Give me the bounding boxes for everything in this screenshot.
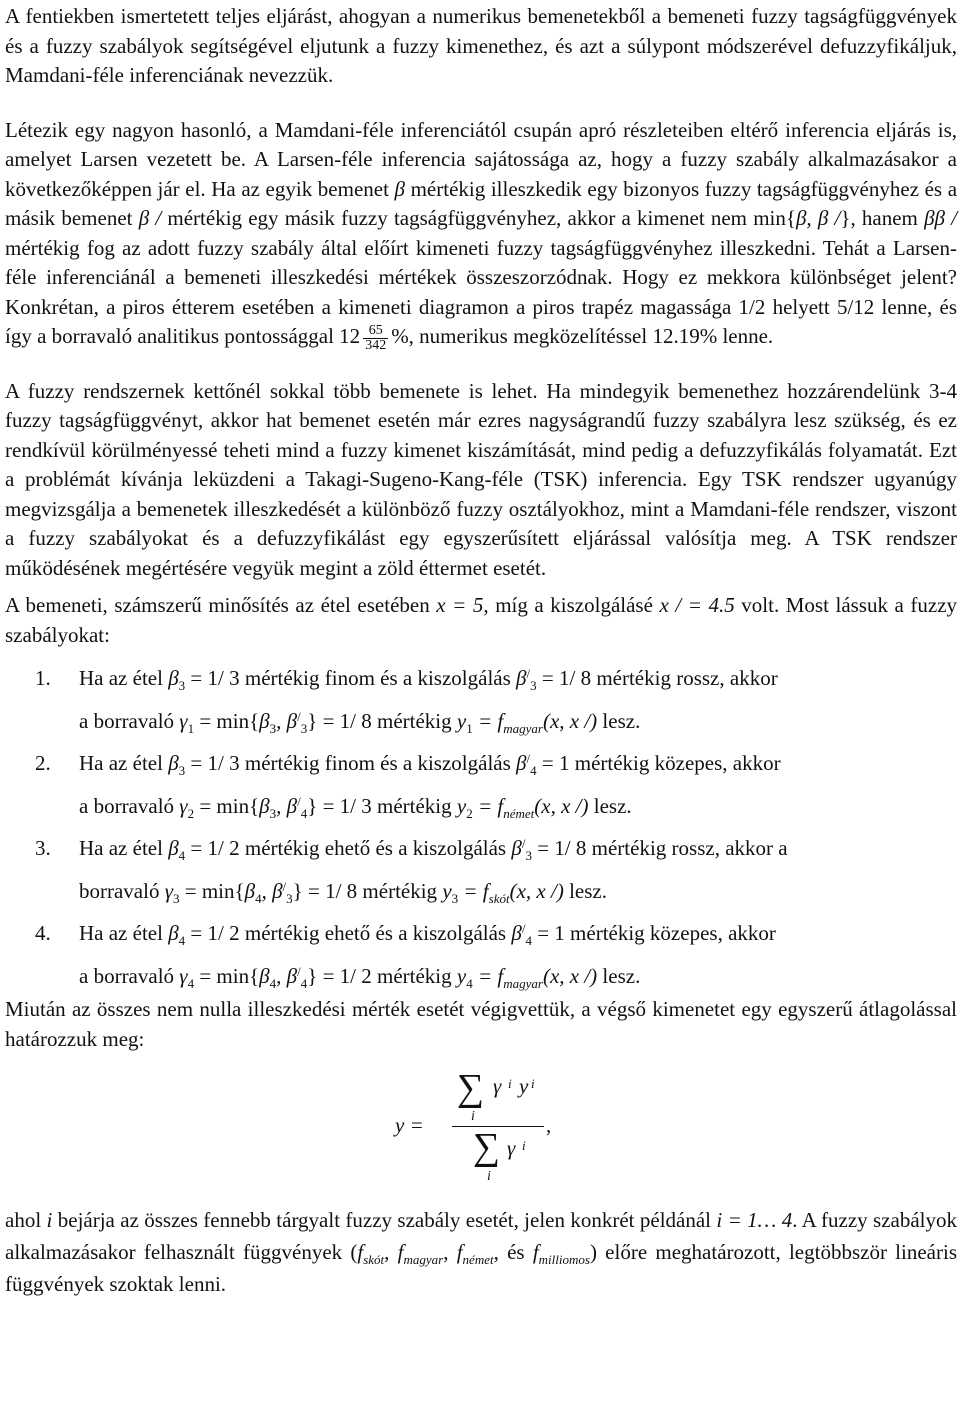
rule-text: borravaló bbox=[79, 878, 160, 903]
math-subscript: 4 bbox=[255, 890, 262, 906]
math-args: (x, x /) bbox=[542, 708, 598, 733]
math-f-milliomos: f bbox=[532, 1240, 539, 1265]
math-subscript: 3 bbox=[451, 890, 459, 906]
rule-text: mértékig finom és a kiszolgálás bbox=[244, 666, 511, 691]
math-superscript: / bbox=[526, 751, 531, 767]
math-value: = 1/ 2 bbox=[190, 836, 240, 861]
math-subscript: 3 bbox=[525, 848, 532, 864]
math-beta: , β bbox=[276, 793, 298, 818]
rule-text: mértékig közepes, akkor bbox=[570, 921, 776, 946]
rule-line-1 bbox=[79, 834, 957, 864]
rule-text: lesz. bbox=[602, 708, 641, 733]
math-subscript: 2 bbox=[187, 805, 195, 821]
math-y: y bbox=[456, 793, 467, 818]
math-min: = min{ bbox=[199, 708, 260, 733]
rule-text: mértékig bbox=[377, 793, 452, 818]
formula-lhs: y = bbox=[395, 1113, 424, 1138]
math-value: = 1 bbox=[541, 751, 570, 776]
math-i: i bbox=[46, 1208, 53, 1233]
math-value: = 1/ 3 bbox=[190, 751, 240, 776]
numerator-sum-index: i bbox=[471, 1109, 475, 1125]
math-subscript: 4 bbox=[187, 975, 195, 991]
math-value: = 1/ 3 bbox=[190, 666, 240, 691]
math-f-skot: f bbox=[357, 1240, 364, 1265]
rule-text: a borravaló bbox=[79, 963, 175, 988]
math-subscript: német bbox=[462, 1252, 494, 1268]
numerator-y: y bbox=[519, 1074, 529, 1099]
math-x-value: x = 5 bbox=[436, 593, 484, 618]
math-min: = min{ bbox=[199, 793, 260, 818]
math-beta: β bbox=[394, 176, 405, 201]
math-beta: β bbox=[516, 666, 527, 691]
rule-text: lesz. bbox=[593, 793, 632, 818]
math-function: = f bbox=[477, 793, 504, 818]
math-subscript: 4 bbox=[178, 933, 186, 949]
math-value: } = 1/ 2 bbox=[307, 963, 372, 988]
paragraph-mamdani bbox=[5, 2, 957, 91]
fraction-numerator: 65 bbox=[363, 324, 388, 339]
text-conclusion-c: . A fuzzy szabályok alkalmazásakor felhasznált függvények ( bbox=[5, 1208, 958, 1265]
sum-icon: ∑ bbox=[457, 1067, 485, 1110]
math-subscript: magyar bbox=[503, 975, 543, 991]
denominator-sum-index: i bbox=[487, 1169, 491, 1185]
math-y: y bbox=[442, 878, 452, 903]
math-subscript: 4 bbox=[525, 933, 532, 949]
math-beta: β bbox=[516, 751, 527, 776]
rule-text: Ha az étel bbox=[79, 666, 163, 691]
rule-line-1 bbox=[79, 749, 957, 779]
text-inputs-b: , míg a kiszolgálásé bbox=[483, 593, 653, 618]
math-subscript: 4 bbox=[300, 805, 308, 821]
math-superscript: / bbox=[521, 836, 526, 852]
rule-text: mértékig bbox=[377, 963, 452, 988]
math-i-range: i = 1… 4 bbox=[716, 1208, 793, 1233]
rule-number: 2. bbox=[35, 751, 51, 776]
math-gamma: γ bbox=[179, 793, 188, 818]
paragraph-larsen bbox=[5, 116, 957, 353]
math-subscript: 4 bbox=[530, 763, 537, 779]
rule-text: Ha az étel bbox=[79, 836, 163, 861]
math-gamma: γ bbox=[179, 963, 188, 988]
text-conclusion-b: bejárja az összes fennebb tárgyalt fuzzy szabály esetét, jelen konkrét példánál bbox=[57, 1208, 712, 1233]
list-item bbox=[5, 664, 957, 736]
rule-number: 4. bbox=[35, 921, 51, 946]
formula-comma: , bbox=[546, 1113, 552, 1138]
math-f-nemet: f bbox=[456, 1240, 463, 1265]
paragraph-average bbox=[5, 995, 957, 1054]
math-subscript: 3 bbox=[178, 763, 186, 779]
math-args: (x, x /) bbox=[542, 963, 598, 988]
math-superscript: / bbox=[297, 793, 301, 809]
math-beta: β bbox=[259, 963, 270, 988]
rule-line-1 bbox=[79, 664, 957, 694]
math-beta: β bbox=[168, 836, 179, 861]
rule-line-2 bbox=[79, 707, 957, 737]
math-superscript: / bbox=[526, 666, 531, 682]
text-larsen-d: }, hanem bbox=[840, 206, 918, 230]
text-conclusion-a: ahol bbox=[5, 1208, 42, 1233]
math-gamma: γ bbox=[179, 708, 188, 733]
rule-text: lesz. bbox=[602, 963, 641, 988]
math-subscript: 3 bbox=[269, 805, 277, 821]
math-beta-prime: β / bbox=[138, 206, 162, 230]
math-subscript: skót bbox=[363, 1252, 385, 1268]
math-subscript: 4 bbox=[466, 975, 473, 991]
rule-number: 1. bbox=[35, 666, 51, 691]
paragraph-conclusion: ahol i bejárja az összes fennebb tárgyalt fuzzy szabály esetét, jelen konkrét példánál i = 1… 4. A fuzzy szabályok alkalmazásakor felhasznált függvények ($f_{skót}$, $f_{magyar}$, $f_{német}$, és $f_{milliomos}$) előre meghatározott, legtöbbször lineáris függvények szoktak lenni. bbox=[5, 1208, 958, 1297]
math-beta: , β bbox=[276, 963, 298, 988]
rule-line-2 bbox=[79, 792, 957, 822]
rule-text: mértékig ehető és a kiszolgálás bbox=[244, 836, 507, 861]
rule-text: mértékig ehető és a kiszolgálás bbox=[244, 921, 507, 946]
math-value: } = 1/ 8 bbox=[292, 878, 358, 903]
math-value: = 1/ 8 bbox=[541, 666, 592, 691]
denominator-gamma: γ bbox=[507, 1136, 516, 1161]
document-page bbox=[5, 0, 957, 1300]
math-subscript: 3 bbox=[530, 678, 537, 694]
math-subscript: 4 bbox=[178, 848, 186, 864]
math-subscript: milliomos bbox=[538, 1252, 590, 1268]
math-value: = 1 bbox=[537, 921, 565, 946]
math-beta: β bbox=[244, 878, 256, 903]
math-subscript: skót bbox=[488, 890, 510, 906]
math-beta: β bbox=[168, 751, 179, 776]
text-conclusion-d: és bbox=[507, 1240, 525, 1265]
math-beta: , β bbox=[261, 878, 283, 903]
math-subscript: 2 bbox=[466, 805, 473, 821]
text-tsk: A fuzzy rendszernek kettőnél sokkal több bemenete is lehet. Ha mindegyik bemenethez hozzárendelünk 3-4 fuzzy tagságfüggvényt, akkor hat bemenet esetén már ezres nagyságrandű fuzzy szabályra lesz szükség, és ez rendkívül körülményessé teheti mind a fuzzy kimenet kiszámítását, mind pedig a defuzzyfikálás folyamatát. Ezt a problémát kívánja leküzdeni a Takagi-Sugeno-Kang-féle (TSK) inferencia. Egy TSK rendszer ugyanúgy megvizsgálja a bemenetek illeszkedését a különböző fuzzy osztályokhoz, mint a Mamdani-féle rendszer, viszont a fuzzy szabályokat és a defuzzyfikálást egy egyszerűsített eljárással valósítja meg. A TSK rendszer működésének megértésére vegyük megint a zöld éttermet esetét. bbox=[5, 378, 957, 580]
text-average: Miután az összes nem nulla illeszkedési mérték esetét végigvettük, a végső kimenetet egy egyszerű átlagolással határozzuk meg: bbox=[5, 997, 957, 1051]
math-subscript: 4 bbox=[300, 975, 308, 991]
math-min: = min{ bbox=[199, 963, 260, 988]
rule-text: a borravaló bbox=[79, 793, 175, 818]
text-larsen-f: %, numerikus megközelítéssel 12.19% lenne. bbox=[391, 324, 774, 348]
math-min: = min{ bbox=[184, 878, 245, 903]
list-item bbox=[5, 749, 957, 821]
rule-text: mértékig finom és a kiszolgálás bbox=[244, 751, 511, 776]
math-y: y bbox=[456, 708, 467, 733]
text-inputs-c: volt. Most lássuk a fuzzy szabályokat: bbox=[5, 593, 958, 647]
rule-line-2 bbox=[79, 877, 957, 907]
math-beta: , β bbox=[276, 708, 298, 733]
list-item bbox=[5, 834, 957, 906]
math-args: (x, x /) bbox=[534, 793, 589, 818]
math-gamma: γ bbox=[164, 878, 173, 903]
math-superscript: / bbox=[297, 963, 301, 979]
math-superscript: / bbox=[297, 708, 301, 724]
rule-text: mértékig bbox=[362, 878, 438, 903]
rule-text: mértékig bbox=[377, 708, 452, 733]
rule-text: a borravaló bbox=[79, 708, 175, 733]
text-inputs-a: A bemeneti, számszerű minősítés az étel esetében bbox=[5, 593, 430, 618]
rule-text: mértékig közepes, akkor bbox=[574, 751, 781, 776]
math-y: y bbox=[456, 963, 467, 988]
math-x-prime-value: x / = 4.5 bbox=[659, 593, 735, 618]
math-subscript: 4 bbox=[269, 975, 277, 991]
fraction-denominator: 342 bbox=[365, 337, 387, 353]
rule-text: lesz. bbox=[569, 878, 607, 903]
math-args: (x, x /) bbox=[509, 878, 564, 903]
math-function: = f bbox=[463, 878, 489, 903]
math-product: ββ / bbox=[924, 206, 958, 230]
math-subscript: magyar bbox=[503, 720, 543, 736]
sum-icon: ∑ bbox=[473, 1126, 501, 1169]
math-beta: β bbox=[259, 708, 270, 733]
paragraph-inputs bbox=[5, 591, 957, 650]
math-value: } = 1/ 8 bbox=[307, 708, 372, 733]
numerator-gamma: γ bbox=[493, 1074, 502, 1099]
text-larsen-c: mértékig egy másik fuzzy tagságfüggvényhez, akkor a kimenet nem min{ bbox=[167, 206, 796, 230]
math-min-pair: β, β / bbox=[795, 206, 841, 230]
math-subscript: 3 bbox=[173, 890, 180, 906]
math-subscript: német bbox=[503, 805, 535, 821]
list-item bbox=[5, 919, 957, 991]
text-mamdani: A fentiekben ismertetett teljes eljárást, ahogyan a numerikus bemenetekből a bemeneti fuzzy tagságfüggvények és a fuzzy szabályok segítségével eljutunk a fuzzy kimenethez, és azt a súlypont módszerével defuzzyfikáljuk, Mamdani-féle inferenciának nevezzük. bbox=[5, 4, 957, 87]
math-value: = 1/ 8 bbox=[537, 836, 587, 861]
math-subscript: magyar bbox=[403, 1252, 444, 1268]
math-beta: β bbox=[259, 793, 270, 818]
text-conclusion-e: ) előre meghatározott, legtöbbször lineáris függvények szoktak lenni. bbox=[5, 1240, 957, 1297]
text-larsen-e: mértékig fog az adott fuzzy szabály által előírt kimeneti fuzzy tagságfüggvényhez illeszkedni. Tehát a Larsen-féle inferenciánál a bemeneti illeszkedési mértékek összeszorzódnak. Hogy ez mekkora különbséget jelent? Konkrétan, a piros étterem esetében a kimeneti diagramon a piros trapéz magassága 1/2 helyett 5/12 lenne, és így a borravaló analitikus pontossággal 12 bbox=[5, 235, 957, 348]
math-beta: β bbox=[511, 921, 522, 946]
rule-number: 3. bbox=[35, 836, 51, 861]
rule-text: Ha az étel bbox=[79, 751, 163, 776]
math-subscript: 1 bbox=[187, 720, 195, 736]
rule-list bbox=[5, 664, 957, 991]
rule-line-1 bbox=[79, 919, 957, 949]
math-subscript: 3 bbox=[269, 720, 277, 736]
math-subscript: 3 bbox=[286, 890, 293, 906]
math-beta: β bbox=[168, 666, 179, 691]
text-larsen-a: Létezik egy nagyon hasonló, a Mamdani-féle inferenciától csupán apró részleteiben eltérő inferencia eljárás is, amelyet Larsen vezetett be. A Larsen-féle inferencia sajátossága az, hogy a fuzzy szabály alkalmazásakor a következőképpen jár el. Ha az egyik bemenet bbox=[5, 117, 957, 201]
text-larsen-b: mértékig illeszkedik egy bizonyos fuzzy tagságfüggvényhez és a másik bemenet bbox=[5, 176, 958, 230]
rule-text: mértékig rossz, akkor a bbox=[591, 836, 788, 861]
math-function: = f bbox=[477, 963, 504, 988]
paragraph-tsk bbox=[5, 377, 957, 584]
math-superscript: / bbox=[521, 921, 526, 937]
math-f-magyar: f bbox=[397, 1240, 404, 1265]
math-function: = f bbox=[477, 708, 504, 733]
math-subscript: 3 bbox=[300, 720, 308, 736]
math-value: = 1/ 2 bbox=[190, 921, 240, 946]
math-superscript: / bbox=[282, 878, 287, 894]
fraction-65-342 bbox=[363, 324, 388, 353]
weighted-average-formula: y = ∑ γ i y i i , ∑ γ i i bbox=[5, 1054, 957, 1194]
rule-text: mértékig rossz, akkor bbox=[596, 666, 778, 691]
math-beta: β bbox=[168, 921, 179, 946]
math-beta: β bbox=[511, 836, 522, 861]
math-subscript: 1 bbox=[466, 720, 473, 736]
rule-line-2 bbox=[79, 962, 957, 992]
rule-text: Ha az étel bbox=[79, 921, 163, 946]
math-subscript: 3 bbox=[178, 678, 186, 694]
math-value: } = 1/ 3 bbox=[307, 793, 372, 818]
